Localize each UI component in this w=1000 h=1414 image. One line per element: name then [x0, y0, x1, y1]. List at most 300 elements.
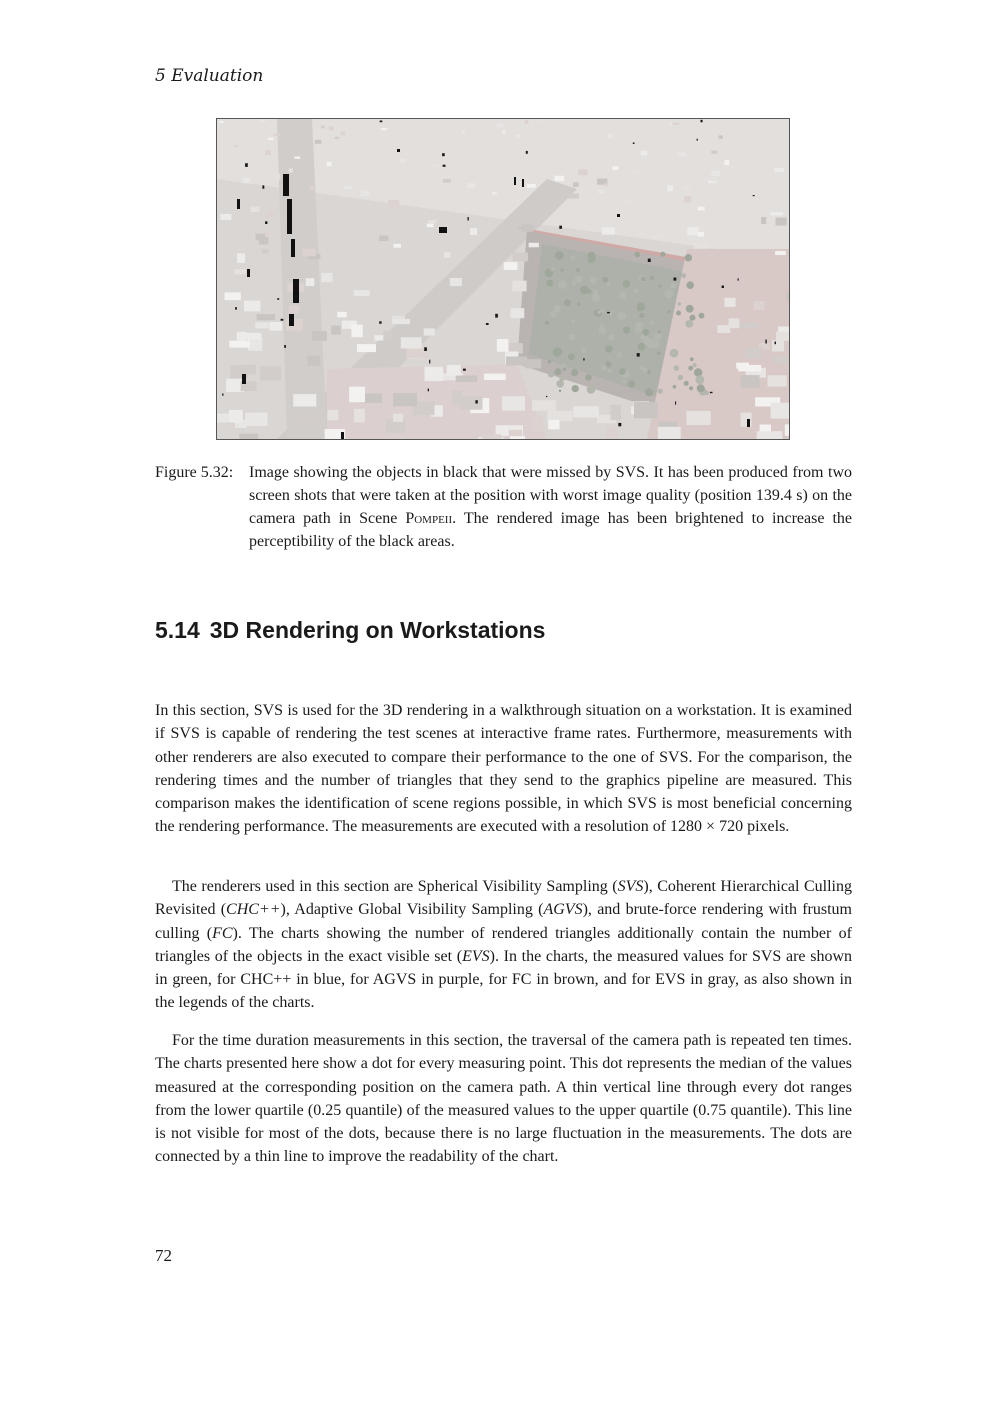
tree	[641, 277, 646, 282]
missed-object	[747, 419, 750, 427]
missed-object	[265, 221, 267, 224]
building-block	[349, 387, 365, 403]
building-block	[331, 326, 341, 335]
tree	[686, 281, 694, 289]
tree	[590, 257, 595, 262]
building-block	[568, 194, 579, 199]
building-block	[719, 135, 723, 138]
building-block	[684, 196, 691, 202]
paragraph-2: The renderers used in this section are Spherical Visibility Sampling (SVS), Coherent Hierarchical Culling Revisited (CHC++), Adaptive Global Visibility Sampling (AGVS), and brute-force rendering with frustum culling (FC). The charts showing the number of rendered triangles additionally contain the number of triangles of the objects in the exact visible set (EVS). In the charts, the measured values for SVS are shown in green, for CHC++ in blue, for AGVS in purple, for FC in brown, and for EVS in gray, as also shown in the legends of the charts.	[155, 878, 853, 1012]
tree	[568, 353, 575, 360]
tree	[642, 329, 649, 336]
tree	[600, 309, 604, 313]
tree	[678, 302, 682, 306]
building-block	[776, 218, 787, 226]
building-block	[256, 234, 266, 241]
building-block	[502, 130, 505, 134]
building-block	[698, 207, 705, 211]
tree	[601, 365, 607, 371]
building-block	[290, 413, 312, 427]
missed-object	[526, 151, 528, 154]
city-rendering-image	[217, 119, 789, 439]
building-block	[444, 252, 451, 257]
building-block	[400, 159, 406, 163]
tree	[647, 370, 651, 374]
building-block	[761, 217, 766, 224]
building-block	[309, 186, 314, 190]
tree	[571, 369, 578, 376]
building-block	[219, 121, 223, 123]
tree	[686, 305, 694, 313]
tree	[697, 384, 705, 392]
tree	[657, 352, 660, 355]
building-block	[394, 244, 402, 248]
tree	[678, 375, 684, 381]
building-block	[482, 434, 501, 439]
building-block	[617, 147, 622, 149]
building-block	[548, 420, 559, 429]
building-block	[604, 183, 608, 186]
missed-object	[522, 179, 524, 187]
building-block	[650, 235, 662, 239]
building-block	[315, 140, 322, 144]
building-block	[462, 130, 466, 134]
tree	[650, 320, 654, 324]
building-block	[379, 236, 388, 242]
tree	[645, 388, 653, 396]
building-block	[381, 128, 387, 130]
building-block	[555, 176, 565, 181]
missed-object	[607, 312, 610, 314]
building-block	[573, 406, 599, 417]
building-block	[776, 332, 789, 341]
building-block	[602, 227, 615, 234]
figure-image	[216, 118, 790, 440]
missed-object	[222, 394, 223, 396]
building-block	[771, 403, 789, 419]
building-block	[682, 185, 690, 190]
tree	[665, 289, 674, 298]
building-block	[261, 120, 266, 122]
running-head: 5 Evaluation	[155, 66, 264, 86]
building-block	[630, 170, 639, 173]
tree	[617, 352, 623, 358]
tree	[576, 268, 580, 272]
building-block	[686, 411, 710, 425]
missed-object	[245, 163, 248, 167]
missed-object	[237, 199, 240, 209]
building-block	[427, 224, 434, 228]
tree	[681, 273, 686, 278]
building-block	[289, 136, 292, 140]
tree	[617, 312, 626, 321]
building-block	[598, 190, 604, 193]
building-block	[229, 410, 243, 423]
building-block	[607, 134, 613, 139]
missed-object	[289, 314, 294, 326]
building-block	[738, 365, 761, 372]
building-block	[669, 122, 672, 125]
tree	[670, 282, 676, 288]
building-block	[547, 411, 572, 422]
missed-object	[424, 347, 427, 351]
building-block	[658, 427, 681, 439]
tree	[647, 342, 654, 349]
building-block	[286, 319, 303, 331]
building-block	[612, 166, 618, 170]
tree	[608, 311, 613, 316]
building-block	[393, 319, 410, 324]
tree	[650, 276, 654, 280]
building-block	[237, 332, 246, 341]
building-block	[393, 393, 417, 406]
tree	[560, 269, 563, 272]
building-block	[354, 290, 370, 296]
building-block	[289, 306, 299, 314]
building-block	[516, 135, 521, 138]
tree	[659, 285, 662, 288]
tree	[585, 374, 592, 381]
building-block	[262, 249, 269, 253]
building-block	[289, 169, 293, 173]
building-block	[220, 214, 231, 220]
building-block	[393, 414, 403, 422]
building-block	[244, 301, 261, 312]
building-block	[741, 375, 760, 388]
tree	[546, 280, 553, 287]
building-block	[327, 410, 338, 420]
building-block	[351, 325, 362, 338]
missed-object	[559, 226, 562, 229]
missed-object	[514, 177, 516, 185]
building-block	[694, 243, 708, 249]
tree	[619, 292, 627, 300]
tree	[658, 389, 663, 394]
building-block	[527, 184, 536, 188]
tree	[564, 299, 571, 306]
building-block	[768, 375, 787, 386]
missed-object	[463, 369, 466, 371]
building-block	[497, 123, 504, 127]
building-block	[504, 262, 518, 270]
building-block	[573, 182, 579, 187]
building-block	[450, 278, 462, 286]
tree	[642, 367, 647, 372]
missed-object	[468, 217, 469, 221]
building-block	[774, 356, 789, 364]
tree	[591, 294, 600, 303]
building-block	[251, 207, 260, 213]
tree	[667, 310, 670, 313]
tree	[581, 348, 587, 354]
building-block	[452, 391, 462, 405]
building-block	[578, 169, 588, 175]
missed-object	[618, 423, 621, 426]
building-block	[245, 413, 267, 426]
tree	[555, 251, 564, 260]
scene-name: Pompeii	[405, 510, 453, 527]
building-block	[383, 331, 392, 341]
tree	[674, 365, 679, 370]
missed-object	[247, 269, 250, 277]
building-block	[306, 278, 315, 286]
tree	[569, 334, 576, 341]
missed-object	[428, 389, 429, 392]
building-block	[757, 431, 783, 439]
building-block	[335, 137, 340, 139]
building-block	[340, 132, 345, 136]
missed-object	[648, 259, 651, 262]
building-block	[260, 366, 281, 380]
building-block	[634, 402, 658, 418]
tree	[670, 349, 679, 358]
missed-object	[738, 278, 739, 280]
tree	[639, 313, 644, 318]
tree	[693, 363, 697, 367]
tree	[637, 307, 641, 311]
tree	[688, 366, 693, 371]
tree	[587, 289, 591, 293]
building-block	[225, 292, 241, 300]
building-block	[470, 228, 477, 235]
building-block	[425, 367, 444, 381]
tree	[685, 254, 692, 261]
building-block	[622, 199, 631, 204]
missed-object	[475, 400, 477, 403]
tree	[635, 326, 642, 333]
tree	[657, 330, 660, 333]
missed-object	[722, 286, 724, 289]
missed-object	[283, 174, 289, 196]
building-block	[711, 150, 717, 154]
figure-caption	[155, 461, 852, 553]
building-block	[775, 251, 786, 255]
tree	[623, 280, 630, 287]
building-block	[754, 301, 765, 310]
missed-object	[397, 149, 400, 152]
tree	[556, 380, 564, 388]
tree	[571, 319, 575, 323]
tree	[607, 282, 611, 286]
tree	[550, 311, 557, 318]
building-block	[717, 325, 730, 333]
building-block	[327, 162, 332, 167]
building-block	[502, 396, 525, 410]
missed-object	[583, 358, 584, 360]
building-block	[307, 356, 320, 366]
building-block	[787, 292, 789, 300]
tree	[558, 280, 567, 289]
missed-object	[546, 396, 547, 397]
building-block	[739, 323, 759, 328]
tree	[598, 327, 606, 335]
building-block	[724, 298, 735, 307]
section-title: 3D Rendering on Workstations	[209, 617, 546, 643]
missed-object	[379, 321, 381, 323]
tree	[690, 357, 694, 361]
building-block	[234, 269, 246, 274]
missed-object	[277, 298, 279, 300]
building-block	[269, 322, 282, 331]
building-block	[302, 249, 316, 257]
tree	[548, 372, 554, 378]
building-block	[510, 436, 525, 439]
tree	[676, 311, 681, 316]
building-block	[525, 120, 529, 124]
tree	[660, 252, 665, 257]
missed-object	[380, 121, 383, 123]
building-block	[428, 220, 436, 223]
missed-object	[341, 432, 344, 439]
tree	[609, 334, 615, 340]
building-block	[522, 224, 534, 231]
building-block	[354, 409, 365, 423]
building-block	[431, 164, 440, 167]
missed-object	[287, 199, 292, 234]
missed-object	[637, 353, 640, 357]
tree	[575, 275, 583, 283]
tree	[635, 252, 641, 258]
building-block	[388, 200, 399, 207]
building-block	[229, 341, 250, 348]
building-block	[268, 138, 273, 140]
building-block	[724, 160, 729, 165]
building-block	[673, 123, 680, 125]
building-block	[510, 308, 524, 318]
building-block	[760, 425, 771, 433]
tree	[572, 281, 576, 285]
building-block	[237, 253, 245, 263]
building-block	[529, 243, 539, 248]
building-block	[641, 151, 648, 156]
tree	[685, 320, 693, 328]
tree	[545, 321, 549, 325]
tree	[690, 315, 696, 321]
building-block	[321, 126, 325, 129]
missed-object	[775, 342, 777, 345]
tree	[572, 385, 579, 392]
building-block	[265, 150, 271, 155]
missed-object	[633, 143, 635, 145]
building-block	[456, 375, 478, 382]
tree	[694, 368, 702, 376]
missed-object	[242, 374, 246, 384]
tree	[580, 286, 589, 295]
missed-object	[293, 279, 299, 303]
building-block	[497, 339, 508, 352]
building-block	[257, 314, 276, 320]
tree	[619, 368, 626, 375]
building-block	[607, 426, 618, 439]
section-number: 5.14	[155, 617, 200, 643]
missed-object	[439, 227, 447, 233]
tree	[605, 345, 612, 352]
missed-object	[495, 314, 498, 318]
building-block	[770, 212, 783, 215]
missed-object	[235, 307, 237, 309]
missed-object	[429, 360, 430, 364]
tree	[597, 310, 601, 314]
missed-object	[617, 214, 620, 217]
tree	[638, 343, 646, 351]
tree	[550, 267, 554, 271]
missed-object	[559, 390, 560, 391]
missed-object	[281, 319, 284, 321]
building-block	[729, 318, 740, 328]
tree	[554, 368, 561, 375]
tree	[634, 289, 639, 294]
building-block	[274, 134, 280, 137]
tree	[553, 348, 562, 357]
building-block	[774, 168, 783, 172]
missed-object	[284, 345, 286, 348]
missed-object	[291, 239, 295, 257]
missed-object	[753, 195, 755, 196]
building-block	[398, 129, 403, 132]
building-block	[711, 171, 720, 176]
building-block	[234, 145, 238, 147]
building-block	[772, 340, 784, 351]
tree	[608, 368, 612, 372]
tree	[588, 388, 592, 392]
building-block	[361, 190, 370, 196]
building-block	[243, 178, 251, 183]
tree	[699, 313, 705, 319]
missed-object	[486, 323, 489, 325]
building-block	[492, 192, 497, 195]
paragraph-3: For the time duration measurements in this section, the traversal of the camera path is repeated ten times. The charts presented here show a dot for every measuring point. This dot represents the median of the values measured at the corresponding position on the camera path. A thin vertical line through every dot ranges from the lower quartile (0.25 quantile) of the measured values to the upper quartile (0.75 quantile). This line is not visible for most of the dots, because there is no large fluctuation in the measurements. The dots are connected by a thin line to improve the readability of the chart.	[155, 1032, 852, 1166]
tree	[554, 305, 561, 312]
building-block	[293, 394, 316, 406]
building-block	[443, 179, 451, 183]
missed-object	[765, 340, 766, 344]
building-block	[239, 434, 258, 439]
building-block	[537, 120, 542, 123]
tree	[623, 326, 630, 333]
paragraph-1: In this section, SVS is used for the 3D rendering in a walkthrough situation on a workstation. It is examined if SVS is capable of rendering the test scenes at interactive frame rates. Furthermore, measurements with other renderers are also executed to compare their performance to the one of SVS. For the comparison, the rendering times and the number of triangles that they send to the graphics pipeline are measured. This comparison makes the identification of scene regions possible, in which SVS is most beneficial concerning the rendering performance. The measurements are executed with a resolution of 1280 × 720 pixels.	[155, 702, 852, 836]
building-block	[248, 338, 262, 351]
tree	[696, 375, 705, 384]
building-block	[295, 157, 301, 159]
building-block	[344, 186, 352, 189]
building-block	[275, 174, 280, 180]
tree	[673, 385, 677, 389]
missed-object	[701, 120, 703, 123]
building-block	[312, 331, 327, 341]
building-block	[687, 227, 698, 235]
figure-label: Figure 5.32:	[155, 464, 234, 481]
building-block	[329, 127, 334, 131]
building-block	[698, 232, 704, 237]
tree	[628, 380, 635, 387]
building-block	[512, 281, 526, 292]
tree	[602, 277, 608, 283]
missed-object	[697, 139, 698, 141]
tree	[577, 303, 580, 306]
building-block	[513, 253, 528, 262]
building-block	[611, 405, 622, 420]
building-block	[424, 328, 435, 335]
missed-object	[674, 278, 677, 281]
tree	[548, 360, 551, 363]
building-block	[279, 146, 282, 150]
tree	[560, 363, 565, 368]
building-block	[447, 365, 461, 376]
building-block	[785, 424, 789, 435]
building-block	[337, 312, 347, 318]
tree	[623, 380, 627, 384]
page-number: 72	[155, 1246, 172, 1265]
